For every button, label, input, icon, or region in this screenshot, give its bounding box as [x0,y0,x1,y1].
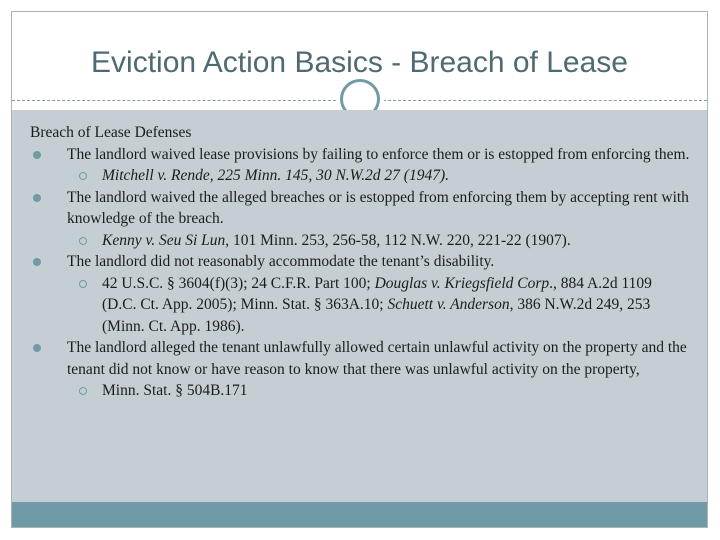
sub-bullet-item-4 [30,380,690,402]
bullet-item-3 [30,251,690,273]
citation-text: ., 884 A.2d 1109 (D.C. Ct. App. 2005); Minn. Stat. § 363A.10; [102,274,652,313]
slide-title: Eviction Action Basics - Breach of Lease [91,46,628,79]
citation-text: , 225 Minn. 145, 30 N.W.2d 27 (1947). [209,167,449,184]
bullet-item-4 [30,337,690,380]
bullet-text: The landlord alleged the tenant unlawfully allowed certain unlawful activity on the property and the tenant did not know or have reason to know that there was unlawful activity on the property, [67,339,687,378]
sub-bullet-icon [79,237,87,245]
citation-text: , 101 Minn. 253, 256-58, 112 N.W. 220, 221-22 (1907). [225,231,571,249]
citation-text: , 386 N.W.2d 249, 253 (Minn. Ct. App. 1986). [102,296,651,335]
citation-text: 42 U.S.C. § 3604(f)(3); 24 C.F.R. Part 100; [102,274,375,292]
bullet-icon [33,194,41,202]
citation-text: Minn. Stat. § 504B.171 [102,382,248,399]
case-name: Schuett v. Anderson [387,296,510,313]
sub-bullet-icon [79,387,87,395]
sub-bullet-item-2 [30,230,690,252]
bullet-icon [33,344,41,352]
bullet-icon [33,151,41,159]
sub-bullet-icon [79,172,87,180]
sub-bullet-item-1 [30,165,690,187]
bullet-text: The landlord waived the alleged breaches or is estopped from enforcing them by accepting rent with knowledge of the breach. [67,188,689,227]
footer-bar [12,502,707,527]
slide-body [30,122,690,402]
bullet-text: The landlord waived lease provisions by failing to enforce them or is estopped from enforcing them. [67,145,690,163]
bullet-item-1 [30,144,690,166]
case-name: Kenny v. Seu Si Lun [102,231,226,249]
bullet-item-2 [30,187,690,230]
section-heading: Breach of Lease Defenses [30,124,192,141]
case-name: Douglas v. Kriegsfield Corp [374,274,550,292]
bullet-icon [33,258,41,266]
case-name: Mitchell v. Rende [102,167,210,184]
sub-bullet-item-3 [30,273,690,338]
sub-bullet-icon [79,280,87,288]
bullet-text: The landlord did not reasonably accommodate the tenant’s disability. [67,253,495,270]
